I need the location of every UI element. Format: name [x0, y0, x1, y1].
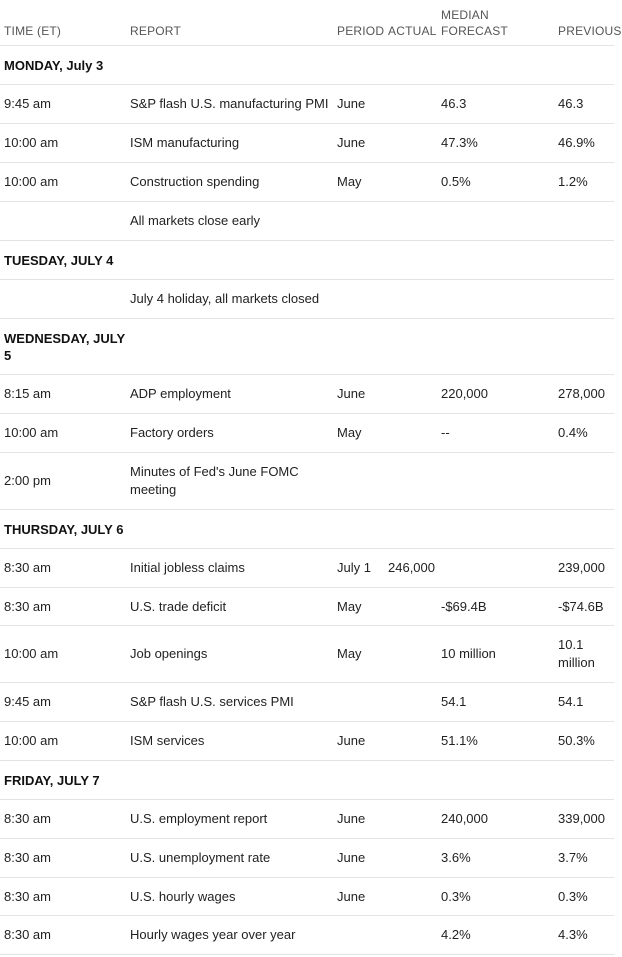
cell-report: Minutes of Fed's June FOMC meeting [130, 464, 299, 497]
cell-previous [558, 453, 614, 509]
cell-time: 10:00 am [4, 425, 59, 440]
cell-forecast: 46.3 [441, 96, 467, 111]
column-header-median-forecast [441, 7, 508, 39]
cell-period [337, 280, 385, 318]
cell-actual [388, 85, 440, 123]
cell-previous: 1.2% [558, 174, 588, 189]
table-row [0, 124, 614, 163]
cell-actual [388, 878, 440, 915]
cell-period: May [337, 598, 362, 614]
cell-forecast: 10 million [441, 646, 496, 661]
cell-report: ISM manufacturing [130, 135, 240, 150]
cell-report: All markets close early [130, 213, 261, 228]
cell-actual: 246,000 [388, 560, 435, 575]
cell-period [337, 453, 385, 509]
cell-previous [558, 202, 614, 240]
cell-period: May [337, 174, 362, 189]
cell-time: 8:30 am [4, 811, 51, 826]
cell-actual [388, 375, 440, 413]
cell-report: ADP employment [130, 386, 231, 401]
cell-previous: 0.3% [558, 888, 588, 904]
cell-actual [388, 280, 440, 318]
cell-period: June [337, 888, 366, 904]
cell-previous: 10.1 million [558, 637, 595, 670]
table-row [0, 549, 614, 588]
table-row [0, 163, 614, 202]
cell-report: U.S. unemployment rate [130, 850, 271, 865]
day-header-row [0, 761, 614, 800]
cell-time: 10:00 am [4, 135, 59, 150]
cell-actual [388, 414, 440, 452]
cell-period [337, 683, 385, 721]
cell-report: Job openings [130, 646, 208, 661]
cell-previous: 4.3% [558, 927, 588, 942]
column-header-forecast-line2: FORECAST [441, 24, 508, 38]
cell-previous: 3.7% [558, 850, 588, 865]
cell-period [337, 202, 385, 240]
cell-forecast [441, 280, 551, 318]
cell-time: 8:30 am [4, 850, 51, 865]
table-row [0, 683, 614, 722]
table-row [0, 878, 614, 916]
cell-actual [388, 453, 440, 509]
day-header-row [0, 46, 614, 85]
cell-forecast: 4.2% [441, 927, 471, 942]
table-row [0, 916, 614, 955]
cell-report: July 4 holiday, all markets closed [130, 291, 320, 306]
cell-actual [388, 839, 440, 877]
cell-time [4, 202, 124, 240]
cell-previous: 46.9% [558, 135, 595, 150]
day-header-row [0, 510, 614, 549]
cell-forecast: 220,000 [441, 386, 488, 401]
table-row [0, 800, 614, 839]
cell-time: 8:15 am [4, 386, 51, 401]
table-row [0, 375, 614, 414]
cell-previous: 54.1 [558, 694, 584, 709]
cell-forecast: 51.1% [441, 733, 478, 748]
cell-previous: 50.3% [558, 733, 595, 748]
column-header-actual: ACTUAL [388, 24, 437, 38]
cell-forecast: 0.3% [441, 888, 471, 904]
cell-report: Factory orders [130, 425, 214, 440]
cell-report: Initial jobless claims [130, 560, 245, 575]
table-row [0, 453, 614, 510]
cell-time: 10:00 am [4, 646, 59, 661]
table-row [0, 202, 614, 241]
cell-forecast: 0.5% [441, 174, 471, 189]
cell-actual [388, 626, 440, 682]
table-row [0, 588, 614, 626]
column-header-forecast-line1: MEDIAN [441, 8, 489, 22]
cell-forecast: 3.6% [441, 850, 471, 865]
table-body [0, 46, 614, 955]
cell-previous: -$74.6B [558, 598, 604, 614]
cell-previous: 46.3 [558, 96, 584, 111]
day-label: THURSDAY, JULY 6 [4, 521, 124, 537]
cell-previous: 0.4% [558, 425, 588, 440]
cell-forecast: -$69.4B [441, 598, 487, 614]
cell-period: May [337, 425, 362, 440]
cell-actual [388, 588, 440, 625]
table-header [0, 0, 622, 46]
cell-forecast: 47.3% [441, 135, 478, 150]
cell-actual [388, 202, 440, 240]
cell-period: June [337, 850, 366, 865]
cell-actual [388, 163, 440, 201]
cell-actual [388, 722, 440, 760]
cell-previous: 278,000 [558, 386, 605, 401]
day-label: WEDNESDAY, JULY 5 [4, 330, 125, 363]
column-header-previous: PREVIOUS [558, 24, 622, 38]
cell-period: June [337, 135, 366, 150]
column-header-time: TIME (ET) [4, 24, 62, 38]
column-header-report: REPORT [130, 24, 181, 38]
cell-previous: 239,000 [558, 560, 605, 575]
cell-period: May [337, 646, 362, 661]
cell-actual [388, 124, 440, 162]
table-row [0, 839, 614, 878]
table-row [0, 722, 614, 761]
cell-actual [388, 916, 440, 954]
cell-forecast [441, 453, 551, 509]
cell-time: 8:30 am [4, 927, 51, 942]
cell-time: 2:00 pm [4, 473, 51, 488]
day-header-row [0, 319, 614, 375]
cell-previous [558, 280, 614, 318]
cell-period [337, 916, 385, 954]
column-header-period: PERIOD [337, 24, 385, 38]
cell-report: Construction spending [130, 174, 260, 189]
cell-time: 10:00 am [4, 174, 59, 189]
cell-period: June [337, 96, 366, 111]
day-header-row [0, 241, 614, 280]
table-row [0, 626, 614, 683]
cell-report: U.S. employment report [130, 811, 268, 826]
cell-report: Hourly wages year over year [130, 927, 296, 942]
cell-forecast [441, 202, 551, 240]
day-label: FRIDAY, JULY 7 [4, 772, 100, 788]
cell-time [4, 280, 124, 318]
cell-report: S&P flash U.S. manufacturing PMI [130, 96, 329, 111]
cell-forecast: 54.1 [441, 694, 467, 709]
cell-forecast: 240,000 [441, 811, 488, 826]
cell-time: 8:30 am [4, 888, 51, 904]
day-label: TUESDAY, JULY 4 [4, 252, 114, 268]
cell-report: S&P flash U.S. services PMI [130, 694, 294, 709]
cell-report: U.S. hourly wages [130, 888, 236, 904]
cell-period: July 1 [337, 560, 371, 575]
cell-time: 8:30 am [4, 598, 51, 614]
cell-time: 9:45 am [4, 694, 51, 709]
cell-time: 9:45 am [4, 96, 51, 111]
cell-period: June [337, 386, 366, 401]
cell-actual [388, 800, 440, 838]
cell-actual [388, 683, 440, 721]
cell-report: ISM services [130, 733, 205, 748]
cell-forecast: -- [441, 425, 450, 440]
cell-period: June [337, 733, 366, 748]
table-row [0, 280, 614, 319]
day-label: MONDAY, July 3 [4, 57, 104, 73]
cell-previous: 339,000 [558, 811, 605, 826]
cell-period: June [337, 811, 366, 826]
table-row [0, 85, 614, 124]
cell-report: U.S. trade deficit [130, 598, 227, 614]
table-row [0, 414, 614, 453]
cell-forecast [441, 549, 551, 587]
cell-time: 10:00 am [4, 733, 59, 748]
cell-time: 8:30 am [4, 560, 51, 575]
